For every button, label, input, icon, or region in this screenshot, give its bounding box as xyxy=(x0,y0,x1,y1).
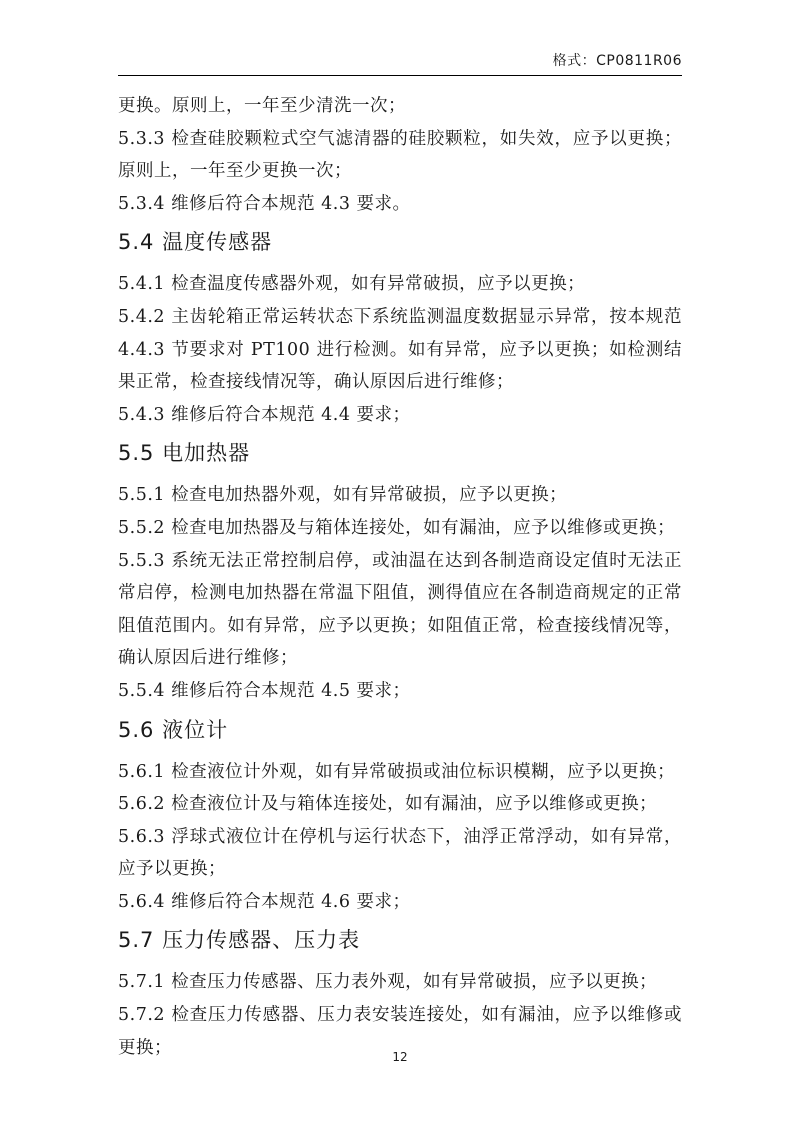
paragraph-5-6-3: 5.6.3 浮球式液位计在停机与运行状态下，油浮正常浮动，如有异常，应予以更换； xyxy=(118,826,682,880)
paragraph-5-6-2: 5.6.2 检查液位计及与箱体连接处，如有漏油，应予以维修或更换； xyxy=(118,794,658,815)
paragraph-5-6-1: 5.6.1 检查液位计外观，如有异常破损或油位标识模糊，应予以更换； xyxy=(118,761,676,782)
paragraph-5-5-4: 5.5.4 维修后符合本规范 4.5 要求； xyxy=(118,680,411,701)
section-heading-5-5: 5.5 电加热器 xyxy=(118,441,251,466)
paragraph-5-3-4: 5.3.4 维修后符合本规范 4.3 要求。 xyxy=(118,193,411,214)
paragraph-5-7-2: 5.7.2 检查压力传感器、压力表安装连接处，如有漏油，应予以维修或更换； xyxy=(118,1005,682,1058)
section-heading-5-7: 5.7 压力传感器、压力表 xyxy=(118,928,361,953)
format-code: 格式：CP0811R06 xyxy=(552,53,682,69)
paragraph-5-6-4: 5.6.4 维修后符合本规范 4.6 要求； xyxy=(118,891,411,912)
paragraph-5-5-3: 5.5.3 系统无法正常控制启停，或油温在达到各制造商设定值时无法正常启停，检测电加热器在常温下阻值，测得值应在各制造商规定的正常阻值范围内。如有异常，应予以更换；如阻值正常，检查接线情况等，确认原因后进行维修； xyxy=(118,550,682,669)
paragraph-5-7-1: 5.7.1 检查压力传感器、压力表外观，如有异常破损，应予以更换； xyxy=(118,972,658,993)
paragraph: 更换。原则上，一年至少清洗一次； xyxy=(118,96,406,116)
paragraph-5-4-3: 5.4.3 维修后符合本规范 4.4 要求； xyxy=(118,404,411,425)
section-heading-5-6: 5.6 液位计 xyxy=(118,717,229,742)
paragraph-5-5-1: 5.5.1 检查电加热器外观，如有异常破损，应予以更换； xyxy=(118,485,568,506)
page-number: 12 xyxy=(392,1050,408,1064)
section-heading-5-4: 5.4 温度传感器 xyxy=(118,230,273,255)
paragraph-5-3-3: 5.3.3 检查硅胶颗粒式空气滤清器的硅胶颗粒，如失效，应予以更换；原则上，一年至少更换一次； xyxy=(118,128,682,182)
paragraph-5-4-2: 5.4.2 主齿轮箱正常运转状态下系统监测温度数据显示异常，按本规范 4.4.3 节要求对 PT100 进行检测。如有异常，应予以更换；如检测结果正常，检查接线情况等，确认原因后进行维修； xyxy=(118,306,682,393)
document-body xyxy=(118,90,682,1064)
header-rule xyxy=(118,75,682,76)
paragraph-5-4-1: 5.4.1 检查温度传感器外观，如有异常破损，应予以更换； xyxy=(118,274,586,295)
paragraph-5-5-2: 5.5.2 检查电加热器及与箱体连接处，如有漏油，应予以维修或更换； xyxy=(118,517,676,538)
